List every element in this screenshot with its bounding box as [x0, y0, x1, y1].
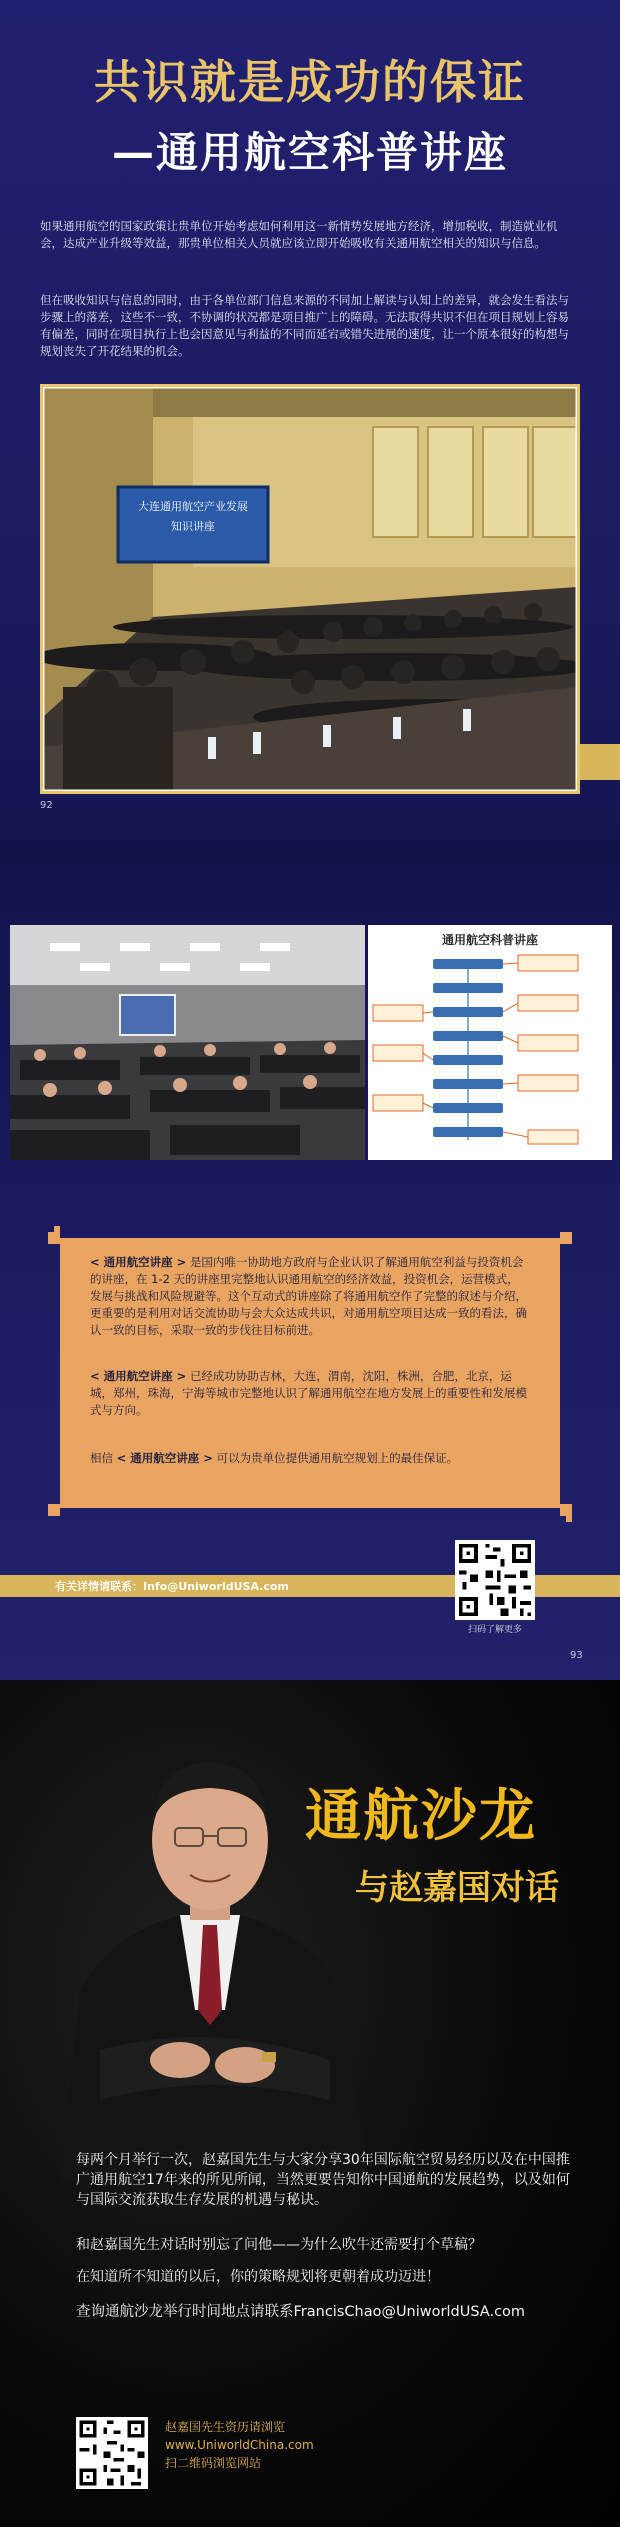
- pixel-decoration: [54, 1226, 60, 1232]
- title-line-1: 共识就是成功的保证: [94, 55, 526, 109]
- flow-note: [373, 1005, 423, 1021]
- description-text: 是国内唯一协助地方政府与企业认识了解通用航空利益与投资机会的讲座，在 1-2 天的讲座里完整地认识通用航空的经济效益，投资机会，运营模式，发展与挑战和风险规避等。这个互动式的讲座除了将通用航空作了完整的叙述与介绍，更重要的是利用对话交流协助与会大众达成共识，对通用航空项目达成一致的看法，确认一致的目标，采取一致的步伐往目标前进。: [90, 1255, 527, 1337]
- classroom-photo: [10, 925, 365, 1160]
- flow-node: [433, 983, 503, 993]
- page-number: 93: [570, 1650, 583, 1661]
- lecture-description-box: [60, 1238, 560, 1508]
- flow-node: [433, 1127, 503, 1137]
- intro-paragraph-1: 如果通用航空的国家政策让贵单位开始考虑如何利用这一新情势发展地方经济，增加税收，制造就业机会，达成产业升级等效益，那贵单位相关人员就应该立即开始吸收有关通用航空相关的知识与信息。: [40, 219, 558, 250]
- pixel-decoration: [566, 1516, 572, 1522]
- flowchart-title: 通用航空科普讲座: [441, 933, 538, 947]
- flow-node: [433, 1079, 503, 1089]
- screen-text-2: 知识讲座: [171, 520, 215, 533]
- flow-node: [433, 1031, 503, 1041]
- description-text: 可以为贵单位提供通用航空规划上的最佳保证。: [216, 1451, 459, 1465]
- title-line-2: —通用航空科普讲座: [111, 128, 508, 177]
- bio-note: 赵嘉国先生资历请浏览: [165, 2420, 286, 2434]
- intro-paragraph-2: 但在吸收知识与信息的同时，由于各单位部门信息来源的不同加上解读与认知上的差异，就会发生看法与步骤上的落差，这些不一致，不协调的状况都是项目推广上的障碍。无法取得共识不但在项目规划上容易有偏差，同时在项目执行上也会因意见与利益的不同而延宕或错失进展的速度，让一个原本很好的构想与规划丧失了开花结果的机会。: [40, 293, 569, 358]
- description-paragraph-3: [90, 1450, 530, 1467]
- lecture-flowchart: [368, 925, 612, 1160]
- page-number: 92: [40, 800, 53, 811]
- salon-paragraph-2: 和赵嘉国先生对话时别忘了问他——为什么吹牛还需要打个草稿？: [76, 2237, 482, 2253]
- pixel-decoration: [560, 1232, 572, 1244]
- lecture-hall-photo: [40, 384, 580, 794]
- description-text: 已经成功协助吉林，大连，渭南，沈阳，株洲，合肥，北京，运城，郑州，珠海，宁海等城市完整地认识了解通用航空在地方发展上的重要性和发展模式与方向。: [90, 1369, 527, 1417]
- flow-node: [433, 1055, 503, 1065]
- pixel-decoration: [560, 1504, 572, 1516]
- scan-note: 扫二维码浏览网站: [165, 2456, 262, 2470]
- flow-note: [518, 1075, 578, 1091]
- contact-email[interactable]: 有关详情请联系：Info@UniworldUSA.com: [55, 1580, 289, 1593]
- lecture-name-tag: < 通用航空讲座 >: [90, 1369, 187, 1383]
- description-paragraph-1: [90, 1254, 530, 1339]
- salon-paragraph-3: 在知道所不知道的以后，你的策略规划将更朝着成功迈进！: [76, 2269, 440, 2285]
- flow-node: [433, 1103, 503, 1113]
- salon-subtitle: 与赵嘉国对话: [355, 1868, 559, 1908]
- flow-note: [373, 1045, 423, 1061]
- qr-code-icon[interactable]: [76, 2417, 148, 2489]
- salon-title: 通航沙龙: [305, 1784, 537, 1849]
- screen-text-1: 大连通用航空产业发展: [138, 500, 248, 513]
- qr-code-icon[interactable]: [455, 1540, 535, 1620]
- section-lecture-detail: [0, 840, 620, 1680]
- section-lecture-intro: [0, 0, 620, 840]
- flow-note: [518, 995, 578, 1011]
- salon-contact[interactable]: 查询通航沙龙举行时间地点请联系FrancisChao@UniworldUSA.com: [76, 2304, 526, 2320]
- website-link[interactable]: www.UniworldChina.com: [165, 2438, 314, 2452]
- lecture-name-tag: < 通用航空讲座 >: [90, 1255, 187, 1269]
- description-paragraph-2: [90, 1368, 530, 1419]
- salon-paragraph-1: 每两个月举行一次，赵嘉国先生与大家分享30年国际航空贸易经历以及在中国推广通用航空17年来的所见所闻，当然更要告知你中国通航的发展趋势，以及如何与国际交流获取生存发展的机遇与秘诀。: [76, 2152, 570, 2208]
- flow-node: [433, 1007, 503, 1017]
- flow-note: [518, 955, 578, 971]
- pixel-decoration: [48, 1232, 60, 1244]
- qr-caption: 扫码了解更多: [467, 1625, 522, 1635]
- flow-node: [433, 959, 503, 969]
- flow-note: [518, 1035, 578, 1051]
- pixel-decoration: [48, 1504, 60, 1516]
- section-salon: [0, 1680, 620, 2527]
- lecture-name-tag: < 通用航空讲座 >: [116, 1451, 213, 1465]
- description-text: 相信: [90, 1451, 113, 1465]
- flow-note: [528, 1130, 578, 1144]
- flow-note: [373, 1095, 423, 1111]
